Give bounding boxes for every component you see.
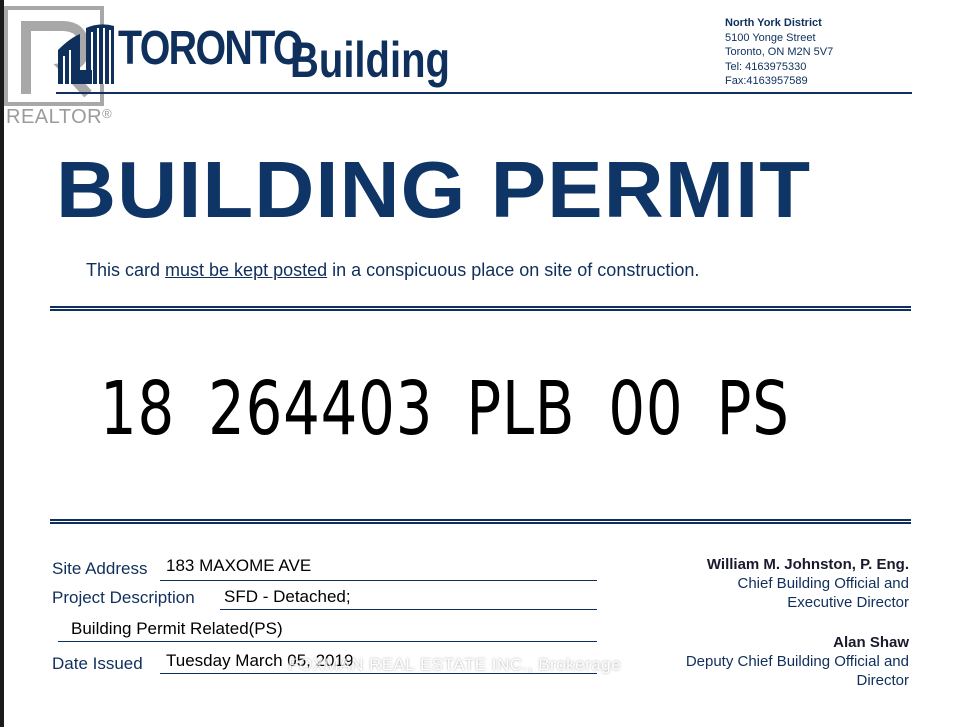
deputy-official-title-1: Deputy Chief Building Official and xyxy=(685,653,909,670)
brand-toronto: TORONTO xyxy=(118,22,302,75)
chief-official-block xyxy=(679,555,909,612)
chief-official-title-1: Chief Building Official and xyxy=(737,575,909,592)
project-description-value: SFD - Detached; xyxy=(224,587,351,606)
site-address-line xyxy=(160,580,597,581)
district-city: Toronto, ON M2N 5V7 xyxy=(725,46,834,58)
site-address-label: Site Address xyxy=(52,559,148,578)
permit-number: 18 264403 PLB 00 PS xyxy=(100,366,790,452)
district-fax: Fax:4163957589 xyxy=(725,75,808,87)
upper-double-rule xyxy=(50,306,911,311)
notice-emphasis: must be kept posted xyxy=(165,260,328,280)
header-rule xyxy=(56,92,912,94)
brokerage-watermark: FOXMAN REAL ESTATE INC., Brokerage xyxy=(288,655,622,674)
district-address xyxy=(725,16,833,89)
date-issued-value: Tuesday March 05, 2019 xyxy=(166,651,354,670)
site-address-value: 183 MAXOME AVE xyxy=(166,556,312,575)
project-description-line xyxy=(220,609,597,610)
deputy-official-name: Alan Shaw xyxy=(833,634,909,651)
posting-notice: This card must be kept posted in a conspicuous place on site of construction. xyxy=(86,260,700,280)
date-issued-label: Date Issued xyxy=(52,654,143,673)
deputy-official-block xyxy=(686,633,909,690)
chief-official-name: William M. Johnston, P. Eng. xyxy=(706,556,909,573)
permit-related-value: Building Permit Related(PS) xyxy=(71,619,283,638)
toronto-city-hall-logo-icon xyxy=(56,20,118,86)
permit-related-line xyxy=(58,641,597,642)
brand-building: Building xyxy=(290,32,450,88)
district-tel: Tel: 4163975330 xyxy=(725,60,807,73)
chief-official-title-2: Executive Director xyxy=(787,594,909,611)
district-street: 5100 Yonge Street xyxy=(725,31,816,44)
project-description-label: Project Description xyxy=(52,588,195,607)
district-name: North York District xyxy=(725,17,822,29)
lower-double-rule xyxy=(50,519,911,524)
deputy-official-title-2: Director xyxy=(856,672,909,689)
realtor-text: REALTOR® xyxy=(6,106,113,128)
permit-title: BUILDING PERMIT xyxy=(56,145,812,234)
